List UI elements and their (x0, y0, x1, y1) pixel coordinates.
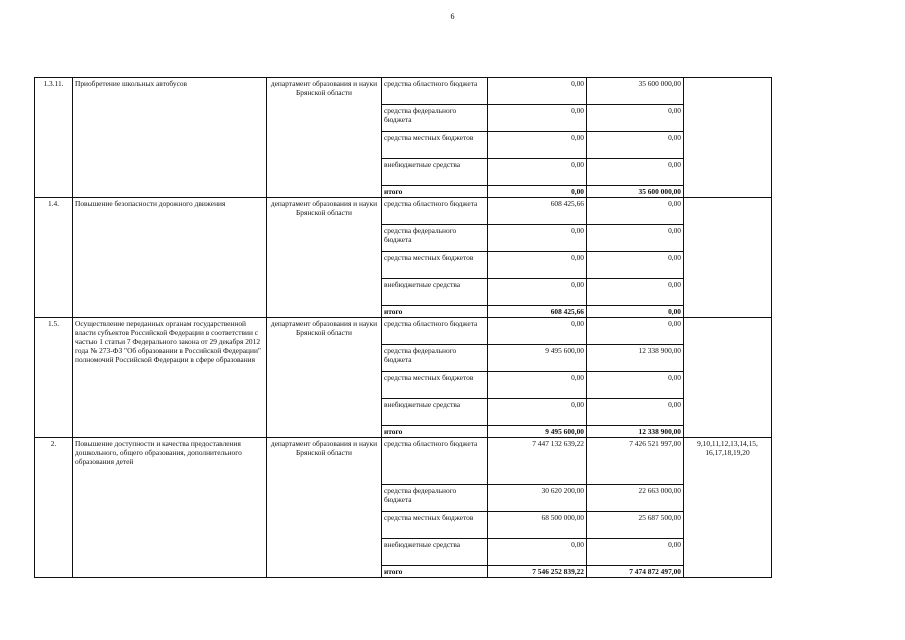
budget-table (34, 77, 772, 578)
amount-year2-cell: 22 663 000,00 (587, 485, 684, 512)
item-name-cell: Приобретение школьных автобусов (73, 78, 267, 198)
amount-year1-cell: 0,00 (488, 78, 587, 105)
item-name-cell: Повышение доступности и качества предоставления дошкольного, общего образования, дополнительного образования детей (73, 438, 267, 578)
amount-year2-cell: 0,00 (587, 372, 684, 399)
amount-year2-cell: 0,00 (587, 399, 684, 426)
amount-year2-cell: 0,00 (587, 159, 684, 186)
funding-source-cell: средства федерального бюджета (382, 105, 488, 132)
amount-year2-cell: 0,00 (587, 105, 684, 132)
total-year2-cell: 0,00 (587, 306, 684, 318)
item-number-cell: 2. (35, 438, 73, 578)
amount-year1-cell: 7 447 132 639,22 (488, 438, 587, 485)
funding-source-cell: средства областного бюджета (382, 438, 488, 485)
page-number: 6 (450, 12, 455, 21)
table-row (35, 438, 772, 485)
executor-cell: департамент образования и науки Брянской области (267, 318, 382, 438)
funding-source-cell: средства местных бюджетов (382, 512, 488, 539)
amount-year2-cell: 0,00 (587, 198, 684, 225)
table-row (35, 78, 772, 105)
amount-year1-cell: 0,00 (488, 539, 587, 566)
amount-year1-cell: 0,00 (488, 252, 587, 279)
results-indicator-cell (684, 318, 772, 438)
table-row (35, 198, 772, 225)
amount-year2-cell: 0,00 (587, 539, 684, 566)
total-year2-cell: 12 338 900,00 (587, 426, 684, 438)
total-year1-cell: 0,00 (488, 186, 587, 198)
funding-source-cell: внебюджетные средства (382, 539, 488, 566)
amount-year2-cell: 0,00 (587, 252, 684, 279)
amount-year1-cell: 68 500 000,00 (488, 512, 587, 539)
amount-year2-cell: 12 338 900,00 (587, 345, 684, 372)
amount-year2-cell: 7 426 521 997,00 (587, 438, 684, 485)
funding-source-cell: средства местных бюджетов (382, 252, 488, 279)
budget-table-body (35, 78, 772, 578)
item-number-cell: 1.3.11. (35, 78, 73, 198)
amount-year1-cell: 608 425,66 (488, 198, 587, 225)
total-label-cell: итого (382, 306, 488, 318)
item-number-cell: 1.4. (35, 198, 73, 318)
funding-source-cell: средства местных бюджетов (382, 132, 488, 159)
amount-year1-cell: 0,00 (488, 225, 587, 252)
amount-year1-cell: 0,00 (488, 132, 587, 159)
funding-source-cell: внебюджетные средства (382, 399, 488, 426)
amount-year1-cell: 0,00 (488, 399, 587, 426)
amount-year2-cell: 0,00 (587, 132, 684, 159)
item-name-cell: Осуществление переданных органам государственной власти субъектов Российской Федерации в соответствии с частью 1 статьи 7 Федерального закона от 29 декабря 2012 года № 273-ФЗ "Об образовании в Российской Федерации" полномочий Российской Федерации в сфере образования (73, 318, 267, 438)
funding-source-cell: средства областного бюджета (382, 318, 488, 345)
funding-source-cell: средства областного бюджета (382, 78, 488, 105)
amount-year1-cell: 9 495 600,00 (488, 345, 587, 372)
amount-year2-cell: 0,00 (587, 225, 684, 252)
total-label-cell: итого (382, 566, 488, 578)
amount-year1-cell: 0,00 (488, 159, 587, 186)
executor-cell: департамент образования и науки Брянской области (267, 438, 382, 578)
results-indicator-cell (684, 78, 772, 198)
funding-source-cell: внебюджетные средства (382, 279, 488, 306)
amount-year2-cell: 0,00 (587, 318, 684, 345)
funding-source-cell: средства местных бюджетов (382, 372, 488, 399)
item-name-cell: Повышение безопасности дорожного движения (73, 198, 267, 318)
total-year2-cell: 35 600 000,00 (587, 186, 684, 198)
executor-cell: департамент образования и науки Брянской области (267, 198, 382, 318)
funding-source-cell: средства федерального бюджета (382, 345, 488, 372)
total-year1-cell: 608 425,66 (488, 306, 587, 318)
amount-year2-cell: 35 600 000,00 (587, 78, 684, 105)
funding-source-cell: внебюджетные средства (382, 159, 488, 186)
results-indicator-cell: 9,10,11,12,13,14,15, 16,17,18,19,20 (684, 438, 772, 578)
table-row (35, 318, 772, 345)
amount-year1-cell: 0,00 (488, 372, 587, 399)
item-number-cell: 1.5. (35, 318, 73, 438)
results-indicator-cell (684, 198, 772, 318)
total-year2-cell: 7 474 872 497,00 (587, 566, 684, 578)
amount-year2-cell: 25 687 500,00 (587, 512, 684, 539)
total-label-cell: итого (382, 186, 488, 198)
total-year1-cell: 7 546 252 839,22 (488, 566, 587, 578)
funding-source-cell: средства областного бюджета (382, 198, 488, 225)
total-year1-cell: 9 495 600,00 (488, 426, 587, 438)
amount-year2-cell: 0,00 (587, 279, 684, 306)
funding-source-cell: средства федерального бюджета (382, 485, 488, 512)
total-label-cell: итого (382, 426, 488, 438)
amount-year1-cell: 0,00 (488, 279, 587, 306)
funding-source-cell: средства федерального бюджета (382, 225, 488, 252)
amount-year1-cell: 0,00 (488, 105, 587, 132)
amount-year1-cell: 0,00 (488, 318, 587, 345)
executor-cell: департамент образования и науки Брянской области (267, 78, 382, 198)
amount-year1-cell: 30 620 200,00 (488, 485, 587, 512)
